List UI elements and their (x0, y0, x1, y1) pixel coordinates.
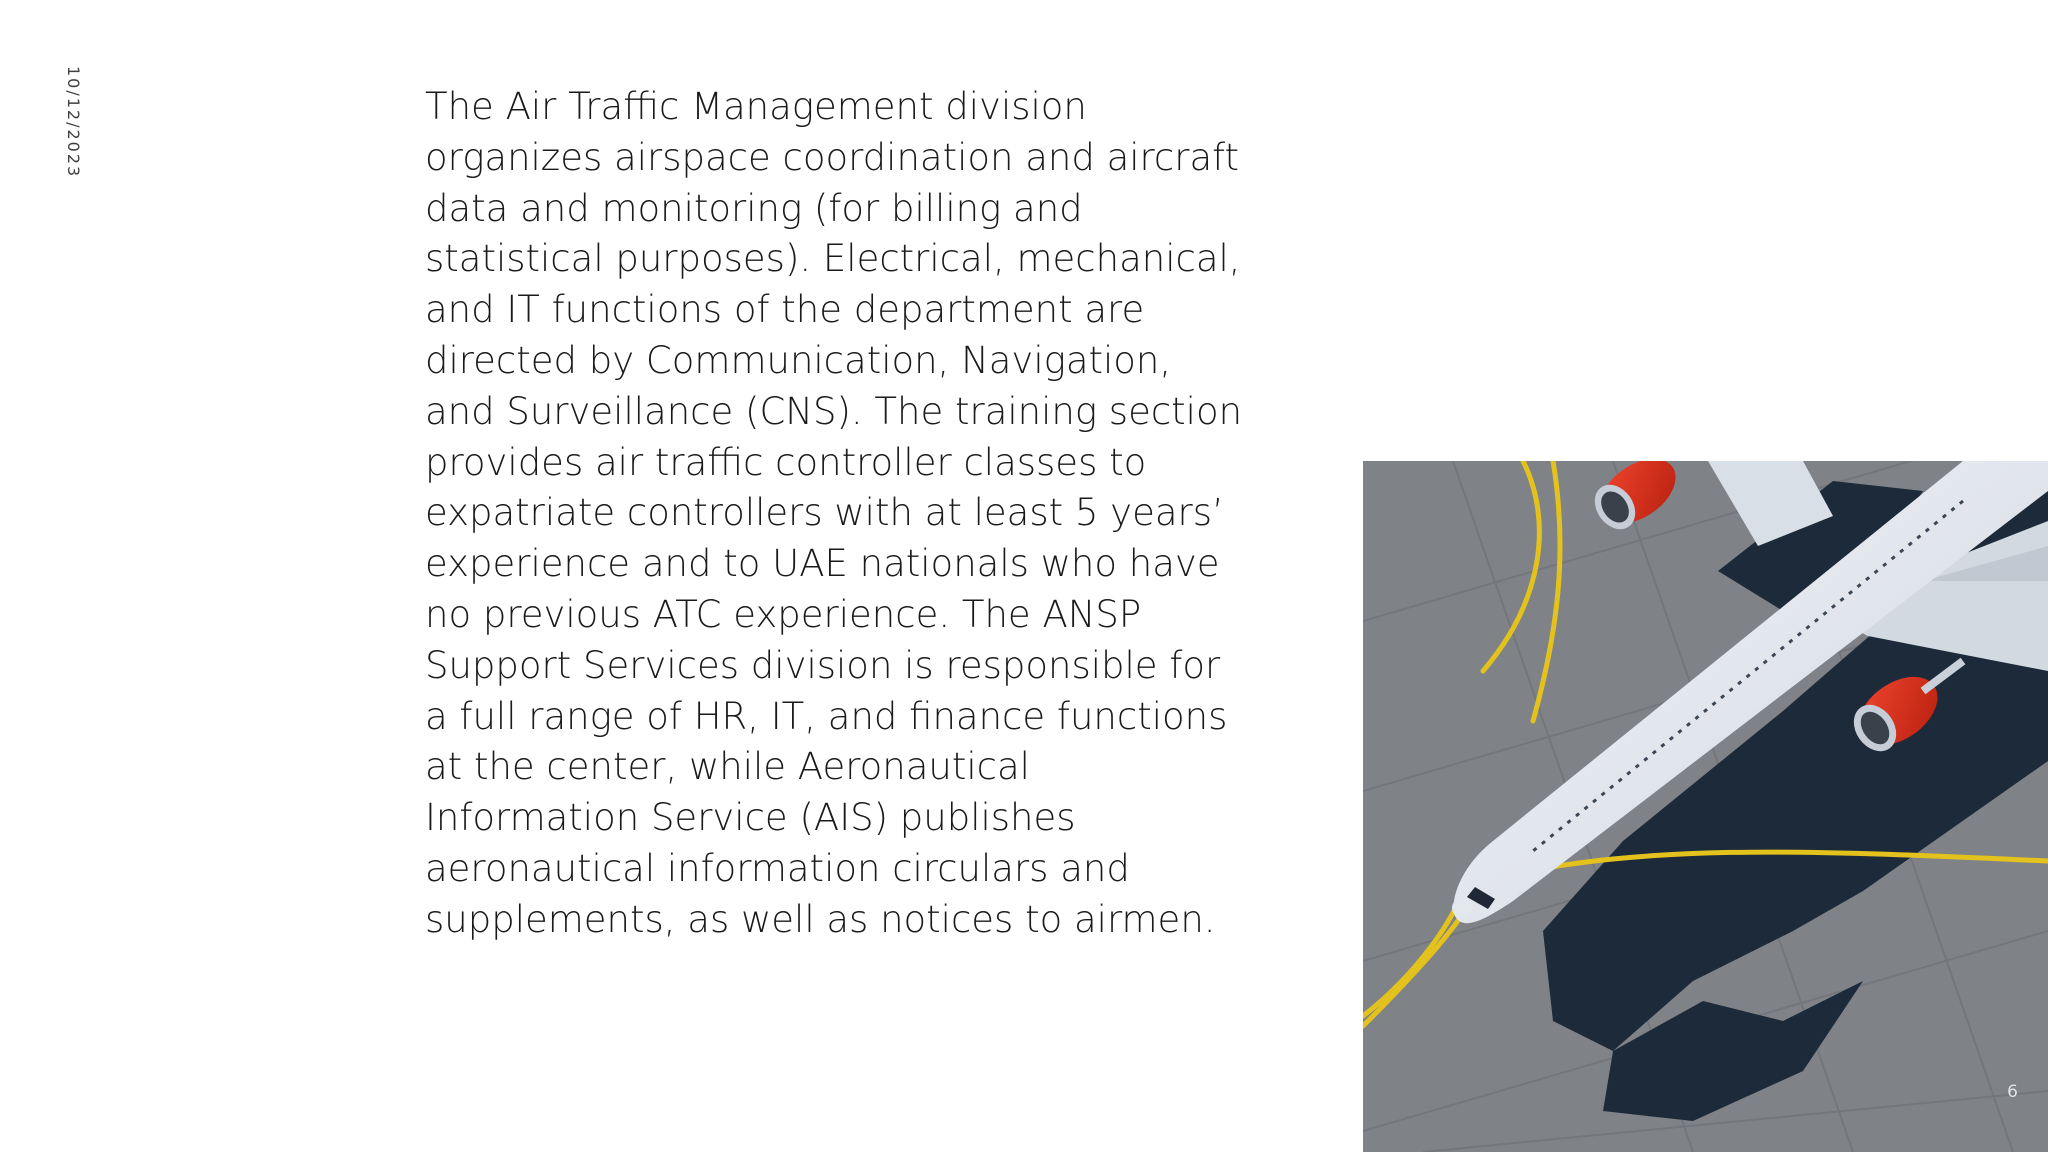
airplane-photo-illustration (1363, 461, 2048, 1152)
slide-date: 10/12/2023 (64, 66, 83, 179)
slide-body-text: The Air Traffic Management division organizes airspace coordination and aircraft data and monitoring (for billing and statistical purposes). Electrical, mechanical, and IT functions of the department are directed by Communication, Navigation, and Surveillance (CNS). The training section provides air traffic controller classes to expatriate controllers with at least 5 years’ experience and to UAE nationals who have no previous ATC experience. The ANSP Support Services division is responsible for a full range of HR, IT, and finance functions at the center, while Aeronautical Information Service (AIS) publishes aeronautical information circulars and supplements, as well as notices to airmen. (425, 85, 1243, 941)
page-number: 6 (2007, 1082, 2018, 1102)
airplane-photo (1363, 461, 2048, 1152)
